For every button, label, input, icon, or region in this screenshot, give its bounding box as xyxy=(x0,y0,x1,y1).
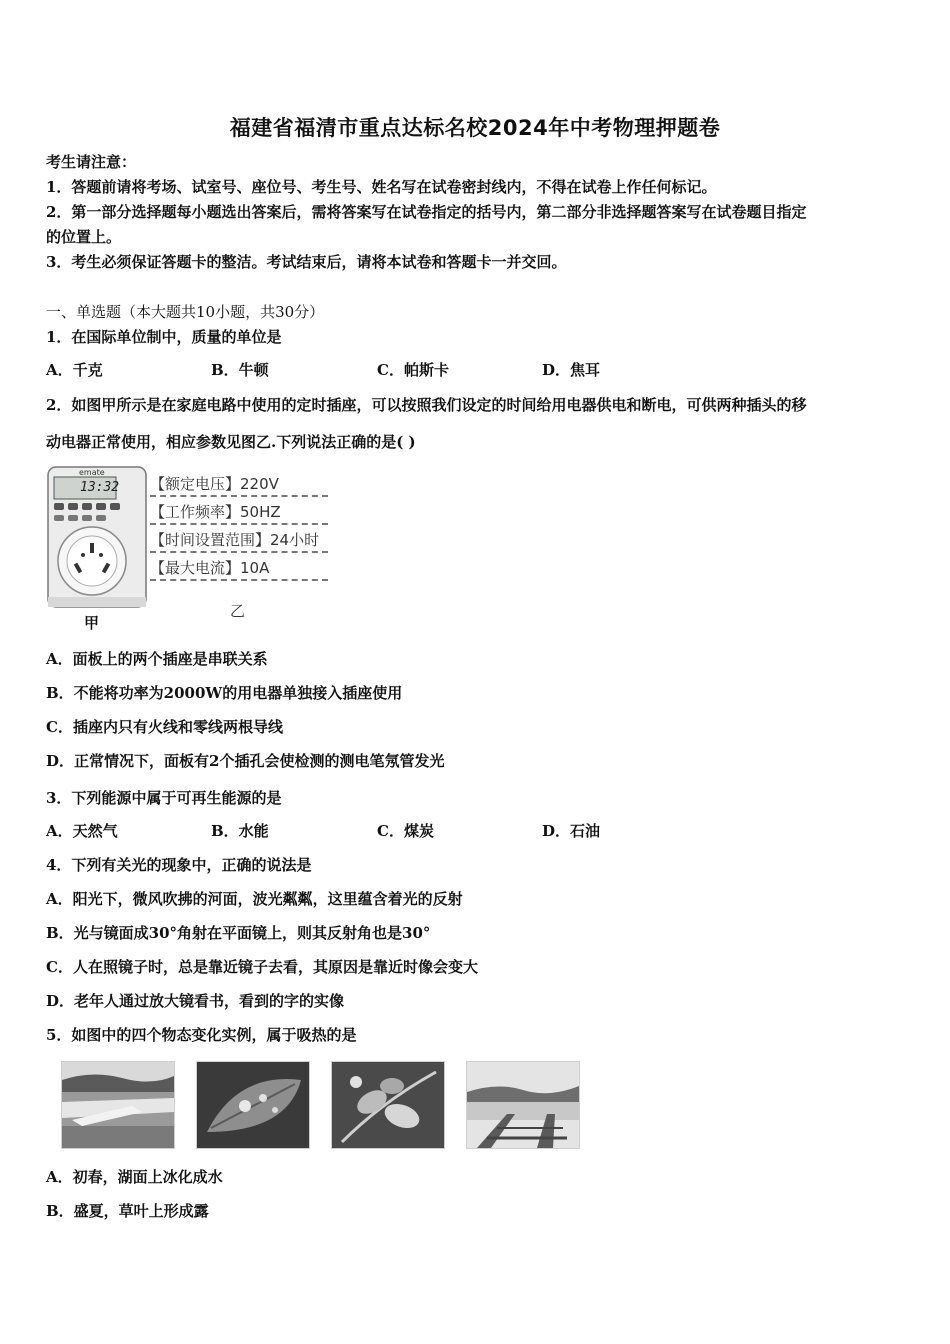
notice-heading: 考生请注意： xyxy=(46,153,137,171)
question-stem: 动电器正常使用，相应参数见图乙.下列说法正确的是( ) xyxy=(46,433,416,451)
question-stem: 3．下列能源中属于可再生能源的是 xyxy=(46,789,282,807)
param-row: 【最大电流】10A xyxy=(150,557,328,581)
option: A．阳光下，微风吹拂的河面，波光粼粼，这里蕴含着光的反射 xyxy=(46,890,463,908)
option: C．煤炭 xyxy=(377,822,434,840)
option: B．不能将功率为2000W的用电器单独接入插座使用 xyxy=(46,684,403,702)
device-brand: emate xyxy=(79,468,105,477)
section-heading: 一、单选题（本大题共10小题，共30分） xyxy=(46,303,325,321)
option: A．面板上的两个插座是串联关系 xyxy=(46,650,268,668)
figure-label-yi: 乙 xyxy=(230,602,246,620)
notice-item: 3．考生必须保证答题卡的整洁。考试结束后，请将本试卷和答题卡一并交回。 xyxy=(46,253,567,271)
timer-socket-figure xyxy=(46,463,150,611)
option: D．正常情况下，面板有2个插孔会使检测的测电笔氖管发光 xyxy=(46,752,445,770)
question-stem: 4．下列有关光的现象中，正确的说法是 xyxy=(46,856,312,874)
photo-snow-fence xyxy=(466,1061,580,1149)
figure-label-jia: 甲 xyxy=(84,614,100,632)
param-row: 【时间设置范围】24小时 xyxy=(150,529,328,553)
option: D．石油 xyxy=(542,822,601,840)
page-title: 福建省福清市重点达标名校2024年中考物理押题卷 xyxy=(229,116,721,140)
notice-item: 的位置上。 xyxy=(46,228,122,246)
question-stem: 2．如图甲所示是在家庭电路中使用的定时插座，可以按照我们设定的时间给用电器供电和断电，可供两种插头的移 xyxy=(46,396,807,414)
option: C．插座内只有火线和零线两根导线 xyxy=(46,718,283,736)
option: A．初春，湖面上冰化成水 xyxy=(46,1168,223,1186)
option: B．光与镜面成30°角射在平面镜上，则其反射角也是30° xyxy=(46,924,431,942)
notice-item: 2．第一部分选择题每小题选出答案后，需将答案写在试卷指定的括号内，第二部分非选择题答案写在试卷题目指定 xyxy=(46,203,807,221)
param-row: 【工作频率】50HZ xyxy=(150,501,328,525)
option: C．帕斯卡 xyxy=(377,361,449,379)
question-stem: 5．如图中的四个物态变化实例，属于吸热的是 xyxy=(46,1026,357,1044)
option: D．焦耳 xyxy=(542,361,601,379)
question-stem: 1．在国际单位制中，质量的单位是 xyxy=(46,328,282,346)
option: B．牛顿 xyxy=(211,361,269,379)
photo-frost-on-plant xyxy=(331,1061,445,1149)
option: A．千克 xyxy=(46,361,103,379)
device-display: 13:32 xyxy=(80,480,120,495)
option: C．人在照镜子时，总是靠近镜子去看，其原因是靠近时像会变大 xyxy=(46,958,478,976)
option: D．老年人通过放大镜看书，看到的字的实像 xyxy=(46,992,345,1010)
photo-ice-melting xyxy=(61,1061,175,1149)
option: B．盛夏，草叶上形成露 xyxy=(46,1202,209,1220)
option: A．天然气 xyxy=(46,822,118,840)
notice-item: 1．答题前请将考场、试室号、座位号、考生号、姓名写在试卷密封线内，不得在试卷上作任何标记。 xyxy=(46,178,717,196)
photo-dew-on-leaf xyxy=(196,1061,310,1149)
param-row: 【额定电压】220V xyxy=(150,473,328,497)
option: B．水能 xyxy=(211,822,269,840)
